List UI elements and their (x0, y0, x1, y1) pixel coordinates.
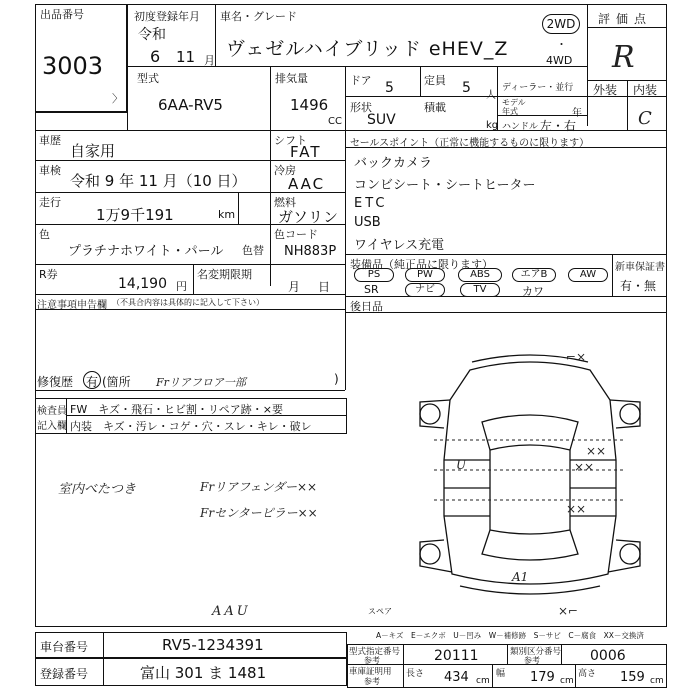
handle-value: 左・右 (540, 119, 577, 133)
equip-aw: AW (568, 268, 608, 282)
recycle-value: 14,190 (118, 276, 167, 292)
fuel-value: ガソリン (278, 208, 339, 226)
divider (270, 66, 271, 130)
divider (127, 66, 587, 67)
color-label: 色 (39, 228, 50, 241)
divider (587, 27, 667, 28)
wheel-rr (620, 544, 640, 564)
km-unit: km (218, 208, 236, 221)
score-value: R (612, 40, 635, 75)
certificate-label: 車庫証明用 (349, 667, 392, 677)
divider (238, 192, 239, 224)
first-reg-label: 初度登録年月 (134, 10, 200, 23)
dealer-label: ディーラー・並行 (502, 83, 574, 93)
diagram-mark-a1: A1 (512, 570, 529, 584)
divider (345, 130, 346, 300)
exterior-label: 外装 (593, 83, 618, 97)
handwritten-note-3: Frセンターピラー×× (200, 506, 318, 520)
equipment-title: 装備品（純正品に限ります） (350, 258, 493, 271)
divider (35, 130, 667, 131)
expiry-month: 月 (288, 280, 301, 294)
chassis-value: RV5-1234391 (162, 636, 264, 654)
wheel-rl (420, 544, 440, 564)
reg-month-unit: 月 (204, 54, 215, 67)
divider (507, 644, 508, 664)
category-value: 0006 (590, 648, 626, 664)
category-sub: 参考 (524, 656, 540, 665)
drive-dot: ・ (556, 38, 567, 51)
selling-points-title: セールスポイント（正常に機能するものに限ります） (350, 138, 590, 149)
divider (561, 644, 562, 664)
notes-subtitle: （不具合内容は具体的に記入して下さい） (112, 298, 264, 307)
divider (345, 312, 667, 313)
doors-label: ドア (350, 74, 372, 87)
divider (35, 264, 345, 265)
divider (420, 66, 421, 96)
ac-label: 冷房 (274, 164, 296, 177)
handwritten-note-1: 室内べたつき (58, 482, 137, 497)
width-label: 幅 (496, 669, 506, 679)
shape-value: SUV (367, 112, 396, 128)
designation-value: 20111 (434, 648, 479, 664)
color-code-label: 色コード (274, 228, 318, 241)
divider (587, 4, 588, 126)
equip-ps: PS (354, 268, 394, 282)
selling-point-5: ワイヤレス充電 (354, 238, 445, 253)
height-unit: cm (650, 676, 664, 686)
divider (193, 264, 194, 294)
divider (612, 254, 613, 296)
height-label: 高さ (578, 669, 597, 679)
warranty-label: 新車保証書 (615, 262, 665, 273)
displacement-value: 1496 (290, 96, 329, 114)
interior-value: C (638, 108, 652, 129)
color-change-label: 色替 (242, 244, 264, 257)
selling-point-3: ETC (354, 196, 388, 211)
ac-value: AAC (288, 175, 326, 193)
diagram-mark-bottom: ×⌐ (558, 604, 579, 618)
wheel-fl (420, 404, 440, 424)
inspector-label-1: 検査員 (37, 406, 67, 417)
reg-month: 11 (176, 48, 196, 66)
certificate-sub: 参考 (364, 677, 380, 686)
left-fender (420, 400, 450, 428)
repair-circle (83, 371, 101, 389)
selling-point-4: USB (354, 215, 381, 230)
repair-label: 修復歴 (37, 375, 74, 389)
divider (345, 254, 667, 255)
plate-value: 富山 301 ま 1481 (140, 664, 267, 682)
wheel-fr (620, 404, 640, 424)
length-value: 434 (444, 670, 469, 685)
left-door-line (444, 460, 490, 516)
divider (35, 192, 345, 193)
divider (35, 294, 345, 295)
shift-value: FAT (290, 143, 322, 161)
lot-label: 出品番号 (40, 8, 84, 21)
divider (497, 115, 587, 116)
width-unit: cm (560, 676, 574, 686)
warranty-value: 有・無 (620, 279, 657, 293)
capacity-label: 定員 (424, 74, 446, 87)
divider (492, 664, 493, 688)
handle-label: ハンドル (502, 122, 539, 132)
divider (35, 390, 345, 391)
car-name-label: 車名・グレード (220, 10, 297, 23)
divider (66, 398, 67, 434)
divider (35, 112, 127, 113)
repair-close-paren: ) (334, 372, 339, 386)
equip-airbag: エアB (512, 268, 556, 282)
diagram-mark-xx-2: ×× (574, 460, 595, 474)
divider (345, 66, 346, 130)
recycle-unit: 円 (176, 280, 187, 293)
divider (127, 4, 128, 130)
drive-4wd: 4WD (546, 54, 573, 67)
year-unit: 年 (572, 108, 582, 119)
equip-tv: TV (460, 283, 500, 297)
car-name: ヴェゼルハイブリッド eHEV_Z (226, 38, 509, 60)
divider (270, 130, 271, 286)
lot-number: 3003 (42, 52, 104, 80)
repair-location-label: (箇所 (102, 375, 131, 389)
spare-label: スペア (368, 607, 392, 616)
car-diagram (410, 340, 650, 612)
recycle-label: R券 (39, 268, 58, 281)
mileage-label: 走行 (39, 196, 61, 209)
mileage-value: 1万9千191 (96, 206, 174, 224)
handwritten-note-2: Frリアフェンダー×× (200, 480, 318, 494)
diagram-mark-top: ⌐× (566, 350, 587, 364)
expiry-label: 名変期限期 (197, 268, 252, 281)
equip-pw: PW (405, 268, 445, 282)
fuel-label: 燃料 (274, 196, 296, 209)
expiry-day: 日 (318, 280, 331, 294)
divider (215, 4, 216, 66)
divider (345, 296, 667, 297)
aftermarket-label: 後日品 (350, 300, 383, 313)
handwritten-note-4: AAU (212, 604, 251, 619)
history-value: 自家用 (70, 142, 116, 160)
capacity-value: 5 (462, 80, 471, 96)
selling-point-1: バックカメラ (354, 156, 433, 171)
inspection-label: 車検 (39, 164, 61, 177)
rear-bumper (460, 586, 600, 594)
rear-window (482, 530, 578, 560)
divider (627, 80, 628, 130)
repair-value: 有 (86, 375, 99, 389)
era: 令和 (138, 27, 166, 43)
color-value: プラチナホワイト・パール (68, 244, 224, 259)
equip-navi: ナビ (405, 283, 445, 297)
model-label: 型式 (137, 72, 159, 85)
shift-label: シフト (274, 134, 307, 147)
divider (403, 644, 404, 688)
inspector-label-2: 記入欄 (37, 421, 67, 432)
inspection-value: 令和 9 年 11 月（10 日） (70, 172, 247, 190)
equip-leather: カワ (522, 285, 544, 298)
length-label: 長さ (406, 669, 425, 679)
equip-abs: ABS (458, 268, 502, 282)
designation-label: 型式指定番号 (349, 647, 401, 657)
selling-point-2: コンビシート・シートヒーター (354, 178, 536, 193)
inspector-fw-line: FW キズ・飛石・ヒビ割・リペア跡・×要 (70, 403, 283, 416)
roof (490, 450, 570, 530)
length-unit: cm (476, 676, 490, 686)
height-value: 159 (620, 670, 645, 685)
inspector-int-line: 内装 キズ・汚レ・コゲ・穴・スレ・キレ・破レ (70, 420, 312, 433)
plate-label: 登録番号 (40, 667, 89, 681)
model-year-label: モデル年式 (502, 98, 526, 116)
color-code: NH883P (284, 244, 337, 259)
shape-label: 形状 (350, 101, 372, 114)
notes-title: 注意事項申告欄 (37, 300, 107, 311)
divider (35, 160, 345, 161)
equip-sr: SR (364, 283, 379, 296)
displacement-label: 排気量 (275, 72, 308, 85)
model-value: 6AA-RV5 (158, 96, 223, 114)
kg-unit: kg (486, 120, 499, 131)
windshield (482, 415, 578, 450)
divider (35, 224, 345, 225)
load-label: 積載 (424, 101, 446, 114)
repair-location: Frリアフロア一部 (156, 376, 246, 389)
divider (575, 664, 576, 688)
diagram-mark-xx-3: ×× (566, 502, 587, 516)
width-value: 179 (530, 670, 555, 685)
diagram-mark-u: U (456, 458, 467, 472)
divider (35, 309, 345, 310)
lot-mark: 〉 (112, 92, 123, 105)
interior-label: 内装 (633, 83, 658, 97)
reg-year: 6 (150, 47, 161, 66)
history-label: 車歴 (39, 134, 61, 147)
diagram-legend: A－キズ E－エクボ U－凹み W－補修跡 S－サビ C－腐食 XX－交換済 (376, 631, 644, 640)
category-label: 類別区分番号 (510, 647, 562, 657)
chassis-label: 車台番号 (40, 640, 89, 654)
cc-unit: CC (328, 116, 342, 127)
divider (345, 300, 346, 390)
divider (345, 147, 667, 148)
right-fender (610, 400, 640, 428)
drive-2wd-badge: 2WD (542, 14, 580, 34)
person-unit: 人 (486, 90, 496, 101)
designation-sub: 参考 (364, 656, 380, 665)
divider (345, 96, 587, 97)
doors-value: 5 (385, 80, 394, 96)
score-label: 評価点 (598, 12, 653, 26)
diagram-mark-xx-1: ×× (586, 444, 607, 458)
divider (347, 664, 667, 665)
